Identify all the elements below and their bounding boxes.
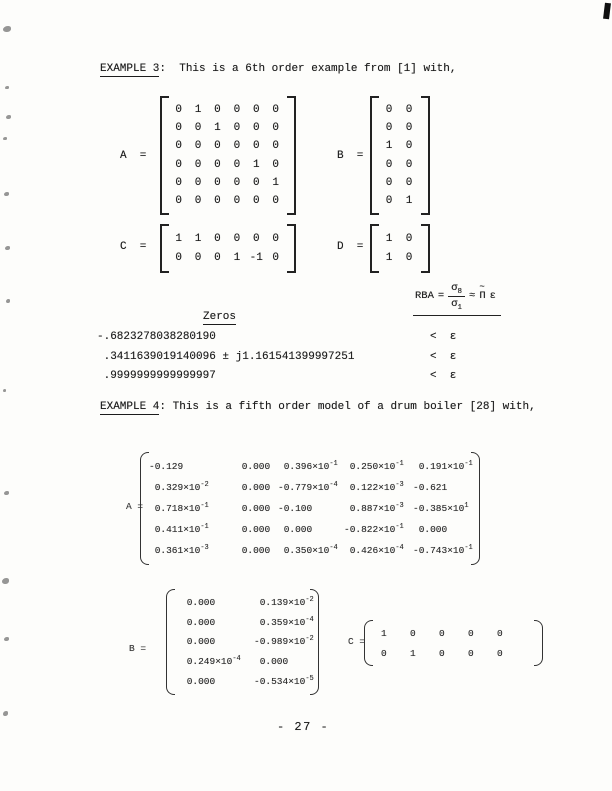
matrix-cell: 0 — [272, 122, 279, 135]
pi-symbol: Π — [479, 289, 486, 302]
matrix-cell: $0.350\times 10^{-4}$ — [278, 544, 338, 556]
matrix-b-grid — [379, 96, 421, 215]
scan-artifact — [3, 26, 11, 32]
matrix-cell: 0 — [272, 158, 279, 171]
left-paren — [140, 452, 149, 565]
matrix-cell: 0 — [252, 232, 260, 245]
fraction-denominator — [448, 296, 465, 310]
matrix-a-label: A = — [120, 150, 147, 162]
matrix-cell: 0 — [194, 195, 202, 208]
equals-sign: = — [437, 289, 445, 302]
right-bracket — [421, 96, 430, 215]
scan-artifact — [5, 86, 9, 89]
left-bracket — [160, 224, 169, 273]
zero-value: -.6823278038280190 — [97, 331, 216, 343]
matrix-b4-label: B = — [129, 643, 147, 654]
matrix-a — [160, 96, 296, 215]
matrix-cell: 0 — [233, 104, 241, 117]
scan-artifact — [3, 389, 6, 392]
matrix-cell: $0.718\times 10^{-1}$ — [149, 502, 209, 514]
matrix-cell: $-0.989\times 10^{-2}$ — [254, 635, 314, 648]
matrix-cell: 1 — [233, 252, 241, 265]
matrix-cell: $0.250\times 10^{-1}$ — [344, 460, 404, 472]
matrix-cell: 0 — [214, 176, 221, 189]
matrix-cell: $-0.534\times 10^{-5}$ — [254, 674, 314, 687]
matrix-cell: 0 — [497, 627, 503, 639]
matrix-cell: 0 — [405, 140, 413, 153]
matrix-cell: 0 — [252, 195, 260, 208]
sigma-subscript: 8 — [457, 288, 463, 296]
zero-value: .9999999999999997 — [97, 370, 216, 382]
matrix-cell: 0 — [175, 158, 182, 171]
scan-artifact — [4, 637, 9, 641]
matrix-cell: $-0.385\times 10^1$ — [413, 502, 469, 514]
matrix-cell: 0 — [385, 104, 393, 117]
matrix-a4-grid — [149, 452, 471, 565]
matrix-cell: 0.000 — [181, 675, 216, 687]
matrix-cell: 0 — [385, 158, 393, 171]
matrix-cell: 0.000 — [181, 636, 216, 648]
matrix-cell: 0 — [272, 252, 279, 265]
rba-formula-header — [413, 283, 501, 316]
matrix-cell: $-0.743\times 10^{-1}$ — [413, 544, 473, 556]
matrix-cell: 0 — [272, 104, 279, 117]
matrix-cell: -0.621 — [413, 482, 448, 493]
matrix-cell: $0.122\times 10^{-3}$ — [344, 481, 404, 493]
matrix-cell: 0.000 — [254, 656, 289, 668]
matrix-cell: 1 — [410, 647, 416, 659]
scan-artifact — [6, 115, 11, 119]
matrix-cell: -1 — [249, 252, 263, 265]
matrix-cell: 1 — [194, 104, 202, 117]
matrix-cell: 0 — [175, 176, 182, 189]
matrix-cell: 1 — [385, 140, 393, 153]
matrix-cell: $0.249\times 10^{-4}$ — [181, 655, 241, 668]
matrix-cell: 0 — [385, 122, 393, 135]
matrix-cell: 0 — [194, 140, 202, 153]
matrix-c-grid — [169, 224, 287, 273]
matrix-c4-grid — [373, 620, 534, 666]
matrix-cell: 1 — [385, 232, 393, 245]
left-bracket — [160, 96, 169, 215]
matrix-cell: 0 — [214, 195, 221, 208]
matrix-cell: 0.000 — [181, 616, 216, 628]
matrix-cell: 0 — [385, 176, 393, 189]
matrix-cell: 0 — [439, 627, 445, 639]
matrix-cell: $0.359\times 10^{-4}$ — [254, 615, 314, 628]
scan-artifact — [3, 711, 8, 716]
matrix-cell: 1 — [272, 176, 279, 189]
matrix-cell: 0 — [175, 104, 182, 117]
zero-bound: < ε — [430, 351, 457, 363]
matrix-cell: 0 — [233, 232, 241, 245]
matrix-a4 — [140, 452, 480, 565]
pi-tilde-symbol — [479, 281, 486, 302]
example3-title: EXAMPLE 3 — [100, 63, 160, 75]
right-paren — [471, 452, 480, 565]
matrix-cell: 0 — [214, 158, 221, 171]
left-bracket — [370, 96, 379, 215]
matrix-cell: 0.000 — [181, 597, 216, 609]
matrix-a4-label: A = — [126, 501, 144, 512]
matrix-d-label: D = — [337, 241, 364, 253]
matrix-cell: $0.426\times 10^{-4}$ — [344, 544, 404, 556]
page-number: - 27 - — [277, 720, 330, 734]
matrix-b4-grid — [175, 589, 314, 695]
matrix-cell: 0 — [410, 627, 416, 639]
example3-title-rest: : This is a 6th order example from [1] with, — [159, 63, 457, 75]
scan-artifact — [3, 137, 7, 140]
matrix-cell: $0.191\times 10^{-1}$ — [413, 460, 473, 472]
left-bracket — [370, 224, 379, 273]
left-paren — [364, 620, 373, 666]
scan-artifact — [5, 246, 10, 250]
right-paren — [534, 620, 543, 666]
matrix-cell: $0.139\times 10^{-2}$ — [254, 596, 314, 609]
matrix-cell: 0 — [252, 104, 260, 117]
matrix-d — [370, 224, 430, 273]
example4-title: EXAMPLE 4 — [100, 401, 160, 413]
matrix-cell: $0.329\times 10^{-2}$ — [149, 481, 209, 493]
matrix-d-grid — [379, 224, 421, 273]
matrix-b4 — [166, 589, 319, 695]
right-bracket — [421, 224, 430, 273]
matrix-cell: 0 — [194, 158, 202, 171]
matrix-cell: 0 — [385, 195, 393, 208]
matrix-c4-label: C = — [348, 636, 366, 647]
matrix-cell: 0 — [233, 158, 241, 171]
matrix-cell: $-0.779\times 10^{-4}$ — [278, 481, 338, 493]
matrix-cell: 0.000 — [236, 482, 271, 493]
matrix-cell: 0 — [233, 195, 241, 208]
matrix-cell: 1 — [405, 195, 413, 208]
matrix-cell: 0 — [233, 140, 241, 153]
matrix-b-label: B = — [337, 150, 364, 162]
matrix-cell: 0 — [252, 140, 260, 153]
scan-artifact-corner — [603, 3, 611, 20]
fraction-numerator — [448, 283, 465, 296]
matrix-cell: 1 — [252, 158, 260, 171]
matrix-cell: 0 — [214, 140, 221, 153]
matrix-cell: 0 — [405, 176, 413, 189]
matrix-cell: 0.000 — [236, 461, 271, 472]
matrix-cell: 0 — [405, 158, 413, 171]
example4-heading — [100, 400, 536, 414]
matrix-cell: 0 — [439, 647, 445, 659]
matrix-cell: -0.100 — [278, 503, 313, 514]
matrix-c4 — [364, 620, 543, 666]
right-bracket — [287, 224, 296, 273]
matrix-cell: 1 — [381, 627, 387, 639]
matrix-cell: 0 — [194, 176, 202, 189]
matrix-cell: 0 — [194, 122, 202, 135]
matrix-cell: $0.411\times 10^{-1}$ — [149, 523, 209, 535]
zero-bound: < ε — [430, 370, 457, 382]
matrix-cell: 0 — [175, 122, 182, 135]
matrix-cell: 0 — [272, 232, 279, 245]
epsilon-symbol: ε — [489, 289, 496, 302]
right-paren — [310, 589, 319, 695]
matrix-c — [160, 224, 296, 273]
matrix-cell: 0 — [468, 627, 474, 639]
matrix-cell: 0 — [252, 122, 260, 135]
matrix-cell: 0 — [233, 176, 241, 189]
matrix-cell: 0 — [175, 195, 182, 208]
matrix-cell: 1 — [385, 252, 393, 265]
scan-artifact — [4, 491, 9, 495]
matrix-cell: $0.396\times 10^{-1}$ — [278, 460, 338, 472]
left-paren — [166, 589, 175, 695]
matrix-cell: 0 — [405, 122, 413, 135]
scan-artifact — [2, 578, 9, 584]
matrix-a-grid — [169, 96, 287, 215]
matrix-cell: 0 — [405, 252, 413, 265]
zero-bound: < ε — [430, 331, 457, 343]
example4-title-rest: : This is a fifth order model of a drum boiler [28] with, — [159, 401, 536, 413]
matrix-cell: 0 — [175, 140, 182, 153]
matrix-c-label: C = — [120, 241, 147, 253]
matrix-cell: 0 — [252, 176, 260, 189]
zero-value: .3411639019140096 ± j1.161541399997251 — [97, 351, 355, 363]
tilde-accent: ~ — [479, 281, 485, 292]
matrix-cell: $0.887\times 10^{-3}$ — [344, 502, 404, 514]
approx-sign: ≈ — [469, 289, 476, 302]
sigma-subscript: 1 — [457, 303, 463, 312]
matrix-cell: 0 — [381, 647, 387, 659]
matrix-cell: 0.000 — [236, 524, 271, 535]
zeros-heading — [203, 310, 236, 324]
matrix-cell: 0.000 — [236, 503, 271, 514]
matrix-cell: 0 — [272, 140, 279, 153]
matrix-cell: 0 — [405, 104, 413, 117]
matrix-cell: 1 — [175, 232, 182, 245]
matrix-cell: 0 — [272, 195, 279, 208]
matrix-cell: 0 — [497, 647, 503, 659]
matrix-cell: 0 — [175, 252, 182, 265]
matrix-cell: 0 — [405, 232, 413, 245]
matrix-cell: 0 — [214, 104, 221, 117]
matrix-cell: 0.000 — [413, 524, 448, 535]
scan-artifact — [4, 192, 9, 196]
sigma-symbol: σ — [451, 282, 458, 294]
matrix-cell: -0.129 — [149, 461, 184, 472]
scan-artifact — [6, 299, 10, 303]
rba-lhs: RBA — [415, 289, 434, 302]
matrix-cell: 0.000 — [236, 545, 271, 556]
matrix-cell: 0 — [233, 122, 241, 135]
zeros-heading-text: Zeros — [203, 311, 237, 323]
right-bracket — [287, 96, 296, 215]
matrix-cell: $0.361\times 10^{-3}$ — [149, 544, 209, 556]
sigma-symbol: σ — [451, 297, 458, 310]
matrix-cell: 0 — [194, 252, 202, 265]
matrix-cell: 1 — [194, 232, 202, 245]
example3-heading — [100, 62, 456, 76]
matrix-b — [370, 96, 430, 215]
matrix-cell: 0 — [214, 252, 221, 265]
sigma-fraction — [448, 282, 465, 312]
matrix-cell: 0 — [468, 647, 474, 659]
matrix-cell: 0 — [214, 232, 221, 245]
matrix-cell: 1 — [214, 122, 221, 135]
matrix-cell: 0.000 — [278, 524, 313, 535]
matrix-cell: $-0.822\times 10^{-1}$ — [344, 523, 404, 535]
